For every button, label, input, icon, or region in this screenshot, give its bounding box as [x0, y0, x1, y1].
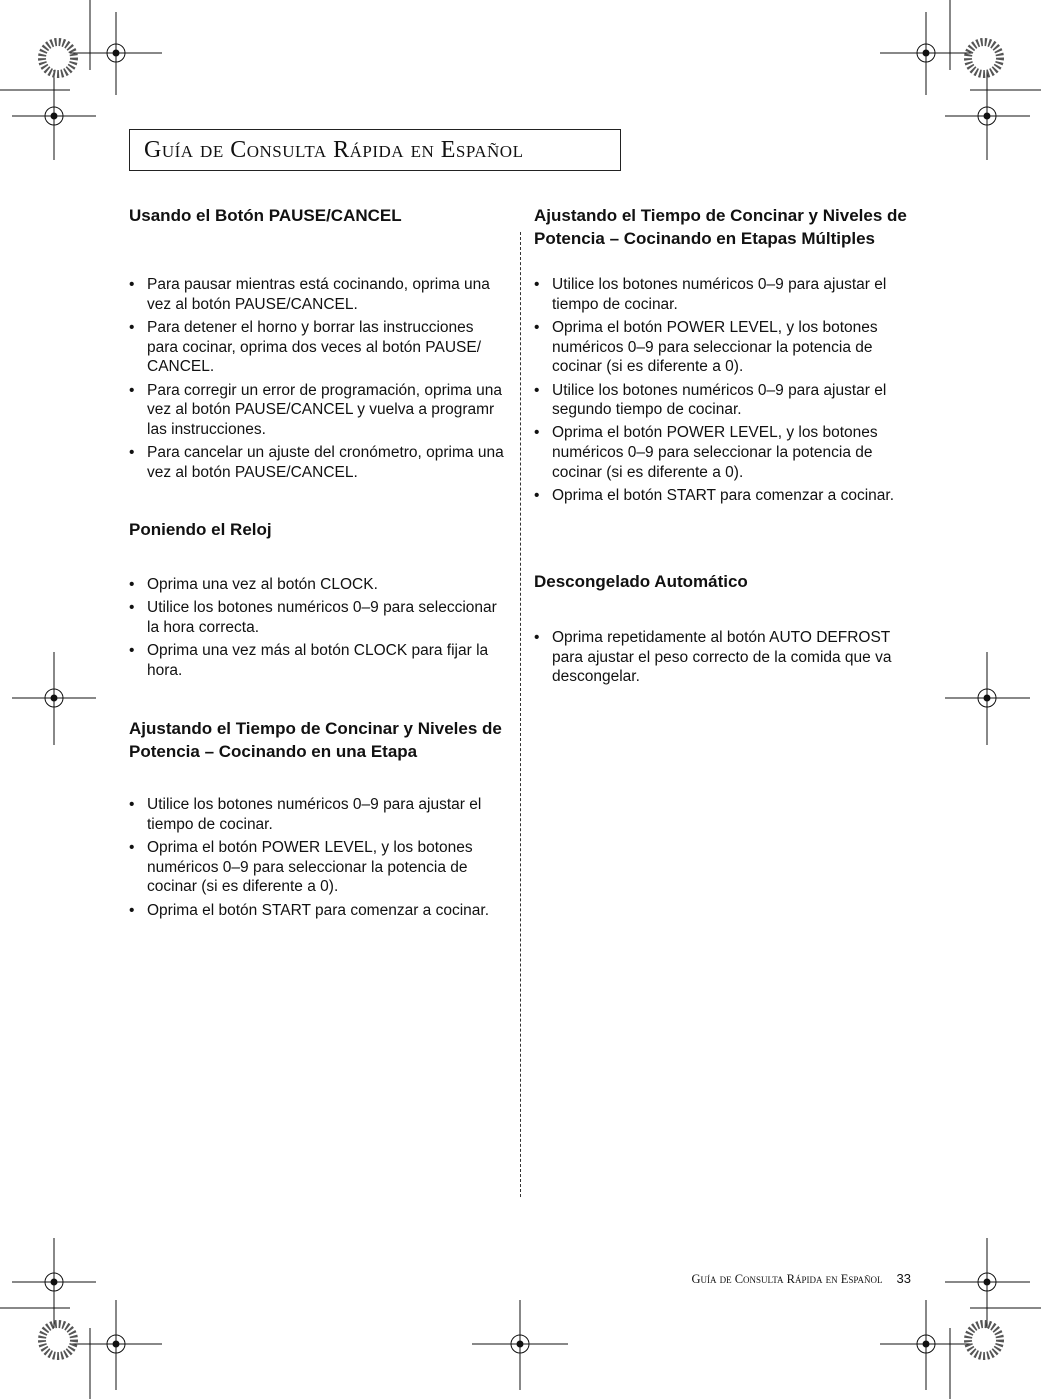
list-item: • Oprima repetidamente al botón AUTO DEFROST para ajustar el peso correcto de la comida que va descongelar. — [534, 628, 912, 687]
bullet-list — [534, 628, 912, 687]
list-item: • Oprima el botón POWER LEVEL, y los botones numéricos 0–9 para seleccionar la potencia de cocinar (si es diferente a 0). — [534, 318, 912, 377]
section-title: Descongelado Automático — [534, 572, 748, 591]
list-item: • Para pausar mientras está cocinando, oprima una vez al botón PAUSE/CANCEL. — [129, 275, 507, 314]
page-title: Guía de Consulta Rápida en Español — [144, 137, 524, 163]
section-title: Usando el Botón PAUSE/CANCEL — [129, 206, 402, 225]
section-title: Poniendo el Reloj — [129, 520, 272, 539]
section-pause-cancel — [129, 204, 507, 486]
list-item: • Para cancelar un ajuste del cronómetro, oprima una vez al botón PAUSE/CANCEL. — [129, 443, 507, 482]
section-title: Ajustando el Tiempo de Concinar y Niveles de Potencia – Cocinando en una Etapa — [129, 719, 502, 761]
section-one-stage — [129, 717, 507, 924]
page-footer — [691, 1271, 911, 1287]
column-divider — [520, 232, 521, 1197]
list-item: • Oprima el botón START para comenzar a cocinar. — [129, 901, 507, 921]
section-title: Ajustando el Tiempo de Concinar y Niveles de Potencia – Cocinando en Etapas Múltiples — [534, 206, 907, 248]
section-clock — [129, 518, 507, 684]
section-multi-stage — [534, 204, 912, 509]
list-item: • Oprima el botón POWER LEVEL, y los botones numéricos 0–9 para seleccionar la potencia de cocinar (si es diferente a 0). — [129, 838, 507, 897]
list-item: • Oprima el botón START para comenzar a cocinar. — [534, 486, 912, 506]
list-item: • Utilice los botones numéricos 0–9 para seleccionar la hora correcta. — [129, 598, 507, 637]
list-item: • Utilice los botones numéricos 0–9 para ajustar el tiempo de cocinar. — [534, 275, 912, 314]
list-item: • Oprima el botón POWER LEVEL, y los botones numéricos 0–9 para seleccionar la potencia de cocinar (si es diferente a 0). — [534, 423, 912, 482]
footer-label: Guía de Consulta Rápida en Español — [691, 1272, 883, 1286]
header-box — [129, 129, 621, 171]
list-item: • Utilice los botones numéricos 0–9 para ajustar el segundo tiempo de cocinar. — [534, 381, 912, 420]
bullet-list — [129, 575, 507, 681]
bullet-list — [534, 275, 912, 506]
list-item: • Para corregir un error de programación, oprima una vez al botón PAUSE/CANCEL y vuelva a programr las instrucciones. — [129, 381, 507, 440]
bullet-list — [129, 795, 507, 920]
list-item: • Para detener el horno y borrar las instrucciones para cocinar, oprima dos veces al botón PAUSE/ CANCEL. — [129, 318, 507, 377]
list-item: • Oprima una vez más al botón CLOCK para fijar la hora. — [129, 641, 507, 680]
bullet-list — [129, 275, 507, 483]
page-number: 33 — [896, 1271, 911, 1286]
section-defrost — [534, 570, 912, 691]
list-item: • Utilice los botones numéricos 0–9 para ajustar el tiempo de cocinar. — [129, 795, 507, 834]
list-item: • Oprima una vez al botón CLOCK. — [129, 575, 507, 595]
